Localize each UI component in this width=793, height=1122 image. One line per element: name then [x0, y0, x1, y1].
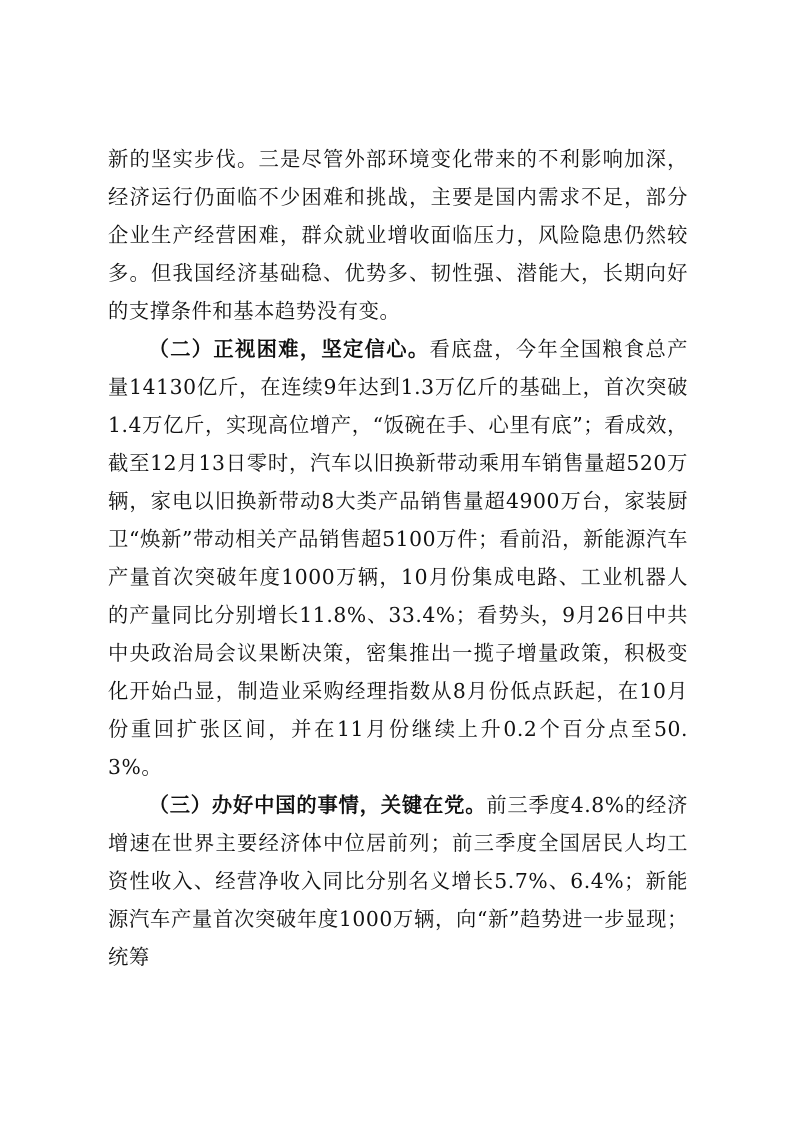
paragraph-text: 新的坚实步伐。三是尽管外部环境变化带来的不利影响加深，经济运行仍面临不少困难和挑战，主要是国内需求不足，部分企业生产经营困难，群众就业增收面临压力，风险隐患仍然较多。但我国经济基础稳、优势多、韧性强、潜能大，长期向好的支撑条件和基本趋势没有变。	[108, 147, 688, 323]
paragraph-text: 看底盘，今年全国粮食总产量14130亿斤，在连续9年达到1.3万亿斤的基础上，首次突破1.4万亿斤，实现高位增产，“饭碗在手、心里有底”；看成效，截至12月13日零时，汽车以旧换新带动乘用车销售量超520万辆，家电以旧换新带动8大类产品销售量超4900万台，家装厨卫“焕新”带动相关产品销售超5100万件；看前沿，新能源汽车产量首次突破年度1000万辆，10月份集成电路、工业机器人的产量同比分别增长11.8%、33.4%；看势头，9月26日中共中央政治局会议果断决策，密集推出一揽子增量政策，积极变化开始凸显，制造业采购经理指数从8月份低点跃起，在10月份重回扩张区间，并在11月份继续上升0.2个百分点至50.3%。	[108, 337, 689, 779]
paragraph-continuation	[108, 140, 688, 330]
document-body	[108, 140, 688, 976]
paragraph-party-key	[108, 786, 688, 976]
paragraph-face-difficulties	[108, 330, 688, 786]
paragraph-text: 前三季度4.8%的经济增速在世界主要经济体中位居前列；前三季度全国居民人均工资性收入、经营净收入同比分别名义增长5.7%、6.4%；新能源汽车产量首次突破年度1000万辆，向“新”趋势进一步显现；统筹	[108, 793, 688, 969]
paragraph-heading: （二）正视困难，坚定信心。	[148, 337, 430, 361]
paragraph-heading: （三）办好中国的事情，关键在党。	[148, 793, 487, 817]
